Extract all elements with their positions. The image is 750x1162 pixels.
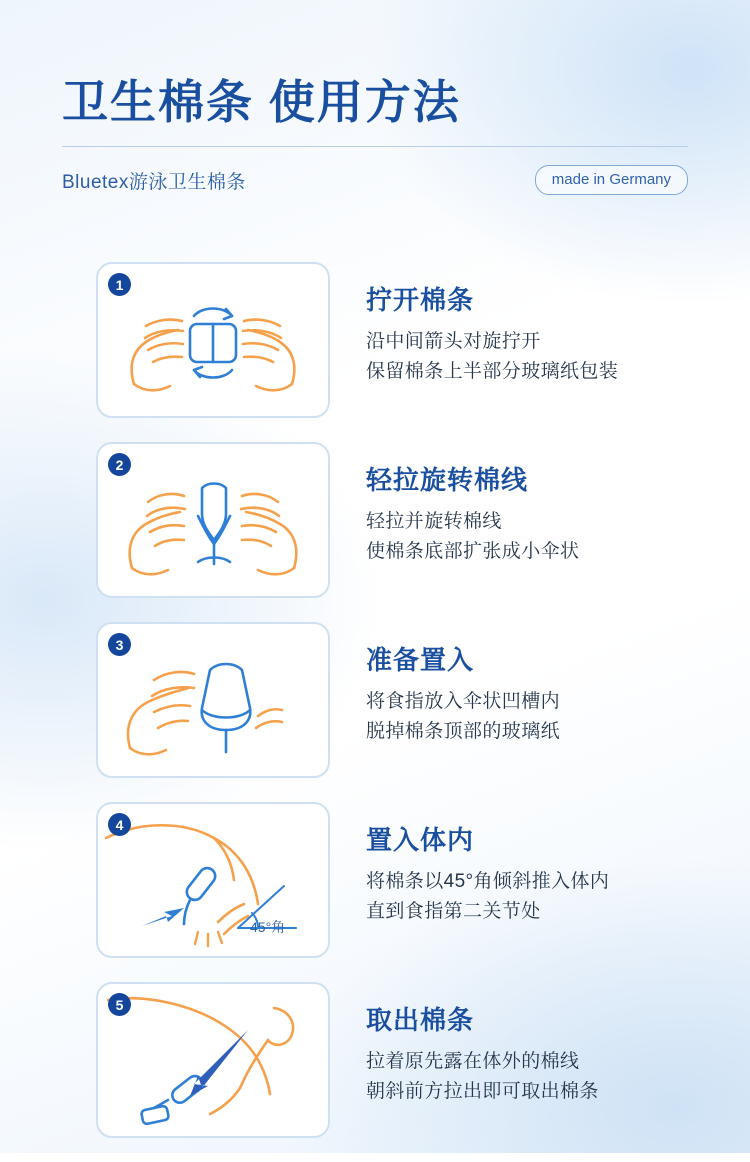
- step-1-number: 1: [108, 273, 131, 296]
- origin-badge: made in Germany: [535, 165, 688, 195]
- removal-direction-arrow: [190, 1030, 248, 1096]
- step-3-line-2: 脱掉棉条顶部的玻璃纸: [366, 721, 561, 743]
- step-3-title: 准备置入: [366, 645, 475, 675]
- steps-list: [96, 262, 696, 1162]
- subtitle-row: [62, 165, 688, 195]
- hands-pulling-string-icon: [98, 444, 328, 596]
- step-3-text: [330, 622, 560, 748]
- step-item: [96, 622, 696, 778]
- step-4-illustration: [96, 802, 330, 958]
- step-2-line-2: 使棉条底部扩张成小伞状: [366, 541, 580, 563]
- step-3-illustration: [96, 622, 330, 778]
- step-2-number: 2: [108, 453, 131, 476]
- step-4-title: 置入体内: [366, 825, 475, 855]
- hands-twisting-tampon-icon: [98, 264, 328, 416]
- step-5-line-1: 拉着原先露在体外的棉线: [366, 1051, 580, 1072]
- step-4-line-1: 将棉条以45°角倾斜推入体内: [366, 871, 610, 892]
- insert-direction-arrow: [142, 908, 184, 926]
- angle-45-label: 45°角: [250, 919, 286, 935]
- step-1-illustration: [96, 262, 330, 418]
- step-1-text: [330, 262, 618, 388]
- step-item: [96, 442, 696, 598]
- step-4-text: [330, 802, 609, 928]
- step-5-number: 5: [108, 993, 131, 1016]
- step-item: [96, 982, 696, 1138]
- step-4-number: 4: [108, 813, 131, 836]
- step-5-line-2: 朝斜前方拉出即可取出棉条: [366, 1081, 599, 1103]
- step-2-title: 轻拉旋转棉线: [366, 465, 529, 495]
- step-4-line-2: 直到食指第二关节处: [366, 901, 541, 923]
- pull-string-to-remove-icon: [98, 984, 328, 1136]
- step-1-title: 拧开棉条: [366, 285, 475, 315]
- step-2-line-1: 轻拉并旋转棉线: [366, 511, 502, 532]
- product-subtitle: Bluetex游泳卫生棉条: [62, 171, 246, 193]
- step-item: [96, 262, 696, 418]
- step-2-illustration: [96, 442, 330, 598]
- header: [62, 74, 688, 195]
- finger-in-umbrella-base-icon: [98, 624, 328, 776]
- insert-at-45-degrees-icon: [98, 804, 328, 956]
- step-5-text: [330, 982, 599, 1108]
- step-2-text: [330, 442, 579, 568]
- title-divider: [62, 146, 688, 147]
- page-title: 卫生棉条 使用方法: [62, 76, 461, 128]
- step-5-illustration: [96, 982, 330, 1138]
- step-item: [96, 802, 696, 958]
- step-3-line-1: 将食指放入伞状凹槽内: [366, 691, 561, 712]
- step-1-line-2: 保留棉条上半部分玻璃纸包装: [366, 361, 619, 383]
- step-1-line-1: 沿中间箭头对旋拧开: [366, 331, 541, 352]
- step-5-title: 取出棉条: [366, 1005, 475, 1035]
- step-3-number: 3: [108, 633, 131, 656]
